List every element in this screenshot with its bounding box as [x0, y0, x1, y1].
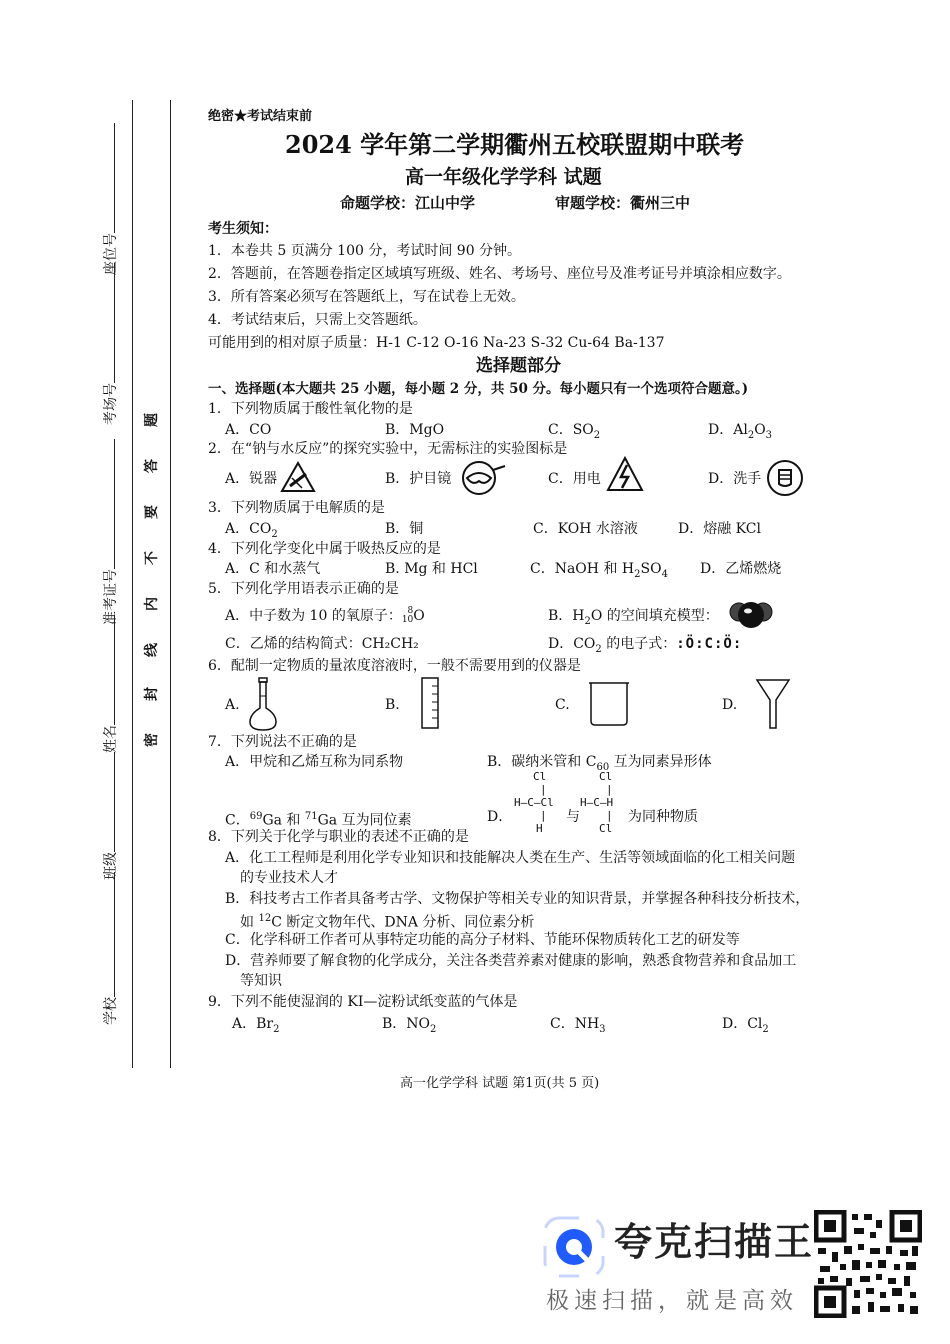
q3-option-c: C．KOH 水溶液: [533, 521, 638, 537]
q2-option-b: B．护目镜: [385, 471, 452, 487]
q2-option-d: D．洗手: [708, 471, 762, 487]
q1-stem: 1．下列物质属于酸性氧化物的是: [208, 401, 413, 417]
seal-char: 密: [144, 733, 160, 747]
q6-option-c: C.: [555, 697, 570, 713]
notice-item: 2．答题前，在答题卷指定区域填写班级、姓名、考场号、座位号及准考证号并填涂相应数字。: [208, 266, 791, 282]
q8-option-a: A．化工工程师是利用化学专业知识和技能解决人类在生产、生活等领域面临的化工相关问题: [225, 850, 796, 866]
graduated-cylinder-icon: [418, 676, 442, 732]
q7-and: 与: [566, 809, 580, 825]
goggles-icon: [455, 458, 507, 496]
beaker-icon: [585, 680, 633, 728]
seal-char: 题: [144, 413, 160, 427]
q6-stem: 6．配制一定物质的量浓度溶液时，一般不需要用到的仪器是: [208, 658, 581, 674]
q2-option-c: C．用电: [548, 471, 601, 487]
q4-option-c: C．NaOH 和 $H_2SO_4$: [530, 561, 668, 580]
q5-option-d: D．$CO_2$ 的电子式：:Ö:C:Ö:: [548, 636, 743, 655]
seal-char: 不: [144, 551, 160, 565]
field-exam-number: 准考证号: [100, 439, 120, 625]
volumetric-flask-icon: [248, 676, 278, 732]
field-school: 学校: [100, 872, 120, 1025]
q1-option-a: A．CO: [225, 422, 272, 438]
q7-option-b: B．碳纳米管和 $C_{60}$ 互为同素异形体: [487, 754, 712, 773]
brand-name: 夸克扫描王: [614, 1220, 815, 1264]
q8-option-c: C．化学科研工作者可从事特定功能的高分子材料、节能环保物质转化工艺的研发等: [225, 932, 740, 948]
exam-title: 2024 学年第二学期衢州五校联盟期中联考: [285, 130, 745, 159]
q9-option-c: C．$NH_3$: [550, 1016, 606, 1035]
q9-option-b: B．$NO_2$: [382, 1016, 437, 1035]
q8-stem: 8．下列关于化学与职业的表述不正确的是: [208, 829, 469, 845]
quark-logo-icon: [543, 1216, 605, 1278]
q7-d-post: 为同种物质: [628, 809, 698, 825]
q7-option-d: D．: [487, 809, 513, 825]
dichloromethane-structure-1: Cl | H—C—Cl | H: [514, 770, 554, 835]
q2-option-a: A．锐器: [225, 471, 278, 487]
notice-item: 4．考试结束后，只需上交答题纸。: [208, 312, 427, 328]
seal-char: 答: [144, 459, 160, 473]
q4-stem: 4．下列化学变化中属于吸热反应的是: [208, 541, 441, 557]
reviewer-school: 审题学校：衢州三中: [555, 194, 691, 212]
q8-option-b: B．科技考古工作者具备考古学、文物保护等相关专业的知识背景，并掌握各种科技分析技术，: [225, 891, 810, 907]
q7-stem: 7．下列说法不正确的是: [208, 734, 357, 750]
q9-option-a: A．$Br_2$: [232, 1016, 280, 1035]
qr-code-icon: [814, 1210, 922, 1318]
funnel-icon: [755, 676, 791, 730]
q4-option-d: D．乙烯燃烧: [700, 561, 782, 577]
exam-subtitle: 高一年级化学学科 试题: [405, 166, 602, 188]
dichloromethane-structure-2: Cl | H—C—H | Cl: [580, 770, 614, 835]
notice-item: 1．本卷共 5 页满分 100 分，考试时间 90 分钟。: [208, 243, 522, 259]
field-room: 考场号: [100, 263, 120, 425]
q1-option-c: C．$SO_2$: [548, 422, 601, 441]
seal-char: 线: [144, 643, 160, 657]
q8-option-d: D．营养师要了解食物的化学成分，关注各类营养素对健康的影响，熟悉食物营养和食品加工: [225, 953, 797, 969]
q8-option-d-cont: 等知识: [240, 973, 282, 989]
brand-slogan: 极速扫描，就是高效: [546, 1288, 798, 1314]
section-instruction: 一、选择题(本大题共 25 小题，每小题 2 分，共 50 分。每小题只有一个选项符合题意。): [208, 381, 749, 397]
q5-option-c: C．乙烯的结构简式：CH₂CH₂: [225, 636, 419, 652]
field-name: 姓名: [100, 615, 120, 753]
notice-item: 3．所有答案必须写在答题纸上，写在试卷上无效。: [208, 289, 525, 305]
sharp-object-icon: [280, 460, 316, 494]
q3-stem: 3．下列物质属于电解质的是: [208, 500, 385, 516]
q6-option-d: D.: [722, 697, 738, 713]
electricity-icon: [605, 455, 645, 495]
q3-option-a: A．$CO_2$: [225, 521, 278, 540]
q8-option-a-cont: 的专业技术人才: [240, 870, 338, 886]
section-title: 选择题部分: [476, 356, 561, 376]
setter-school: 命题学校：江山中学: [340, 194, 476, 212]
q8-option-b-cont: 如 $^{12}$C 断定文物年代、DNA 分析、同位素分析: [240, 913, 535, 931]
q5-option-a: A．中子数为 10 的氧原子： 8 10O: [225, 606, 425, 625]
q1-option-d: D．$Al_2O_3$: [708, 422, 773, 441]
q6-option-a: A.: [225, 697, 240, 713]
q3-option-b: B．铜: [385, 521, 424, 537]
page-footer: 高一化学学科 试题 第1页(共 5 页): [400, 1076, 600, 1091]
secret-label: 绝密★考试结束前: [208, 109, 313, 124]
seal-char: 内: [144, 597, 160, 611]
q4-option-a: A．C 和水蒸气: [225, 561, 321, 577]
q4-option-b: B. Mg 和 HCl: [385, 561, 478, 577]
seal-char: 要: [144, 505, 160, 519]
q3-option-d: D．熔融 KCl: [678, 521, 761, 537]
q7-option-c: C．$^{69}$Ga 和 $^{71}$Ga 互为同位素: [225, 811, 412, 829]
q9-option-d: D．$Cl_2$: [722, 1016, 769, 1035]
notice-heading: 考生须知：: [208, 221, 278, 237]
field-class: 班级: [100, 752, 120, 880]
q7-option-a: A．甲烷和乙烯互称为同系物: [225, 754, 404, 770]
atomic-mass-line: 可能用到的相对原子质量：H-1 C-12 O-16 Na-23 S-32 Cu-64 Ba-137: [208, 335, 665, 351]
q5-option-b: B．$H_2O$ 的空间填充模型：: [548, 608, 719, 627]
q6-option-b: B.: [385, 697, 400, 713]
q2-stem: 2．在“钠与水反应”的探究实验中，无需标注的实验图标是: [208, 441, 568, 457]
field-seat: 座位号: [100, 123, 120, 275]
q9-stem: 9．下列不能使湿润的 KI—淀粉试纸变蓝的气体是: [208, 994, 518, 1010]
q1-option-b: B．MgO: [385, 422, 445, 438]
q5-stem: 5．下列化学用语表示正确的是: [208, 581, 399, 597]
binding-line-inner: [170, 100, 171, 1068]
seal-char: 封: [144, 687, 160, 701]
binding-line-outer: [132, 100, 133, 1068]
hand-wash-icon: [765, 458, 805, 498]
water-model-icon: [728, 597, 774, 631]
